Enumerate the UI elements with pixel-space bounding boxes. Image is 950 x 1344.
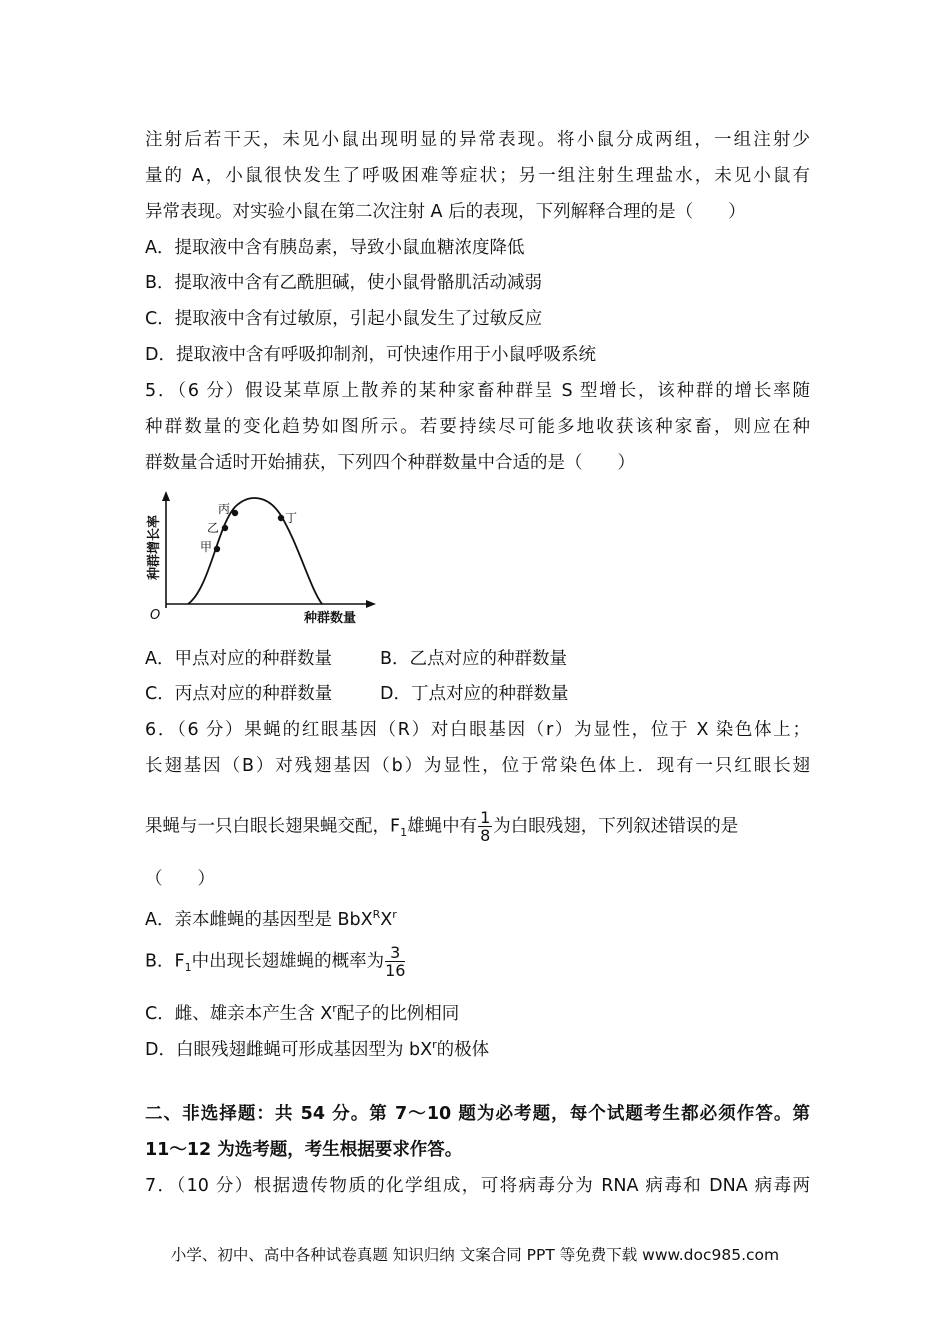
q4-line3: 异常表现。对实验小鼠在第二次注射 A 后的表现，下列解释合理的是（ ） <box>145 202 746 222</box>
q6-line3: 果蝇与一只白眼长翅果蝇交配，$F_1$雄蝇中有 $\frac{1}{8}$ 为白眼残翅，下列叙述错误的是 <box>145 808 739 845</box>
origin-label: O <box>150 608 161 623</box>
q6-option-c: C．雌、雄亲本产生含 $X^r$配子的比例相同 <box>145 1002 460 1024</box>
y-axis-label: 种群增长率 <box>147 514 162 580</box>
section2-heading-line1: 二、非选择题：共 54 分。第 7～10 题为必考题，每个试题考生都必须作答。第 <box>145 1104 810 1124</box>
point-bing <box>232 510 238 516</box>
fraction-one-eighth: $\frac{1}{8}$ <box>480 808 491 845</box>
q5-line3: 群数量合适时开始捕获，下列四个种群数量中合适的是（ ） <box>145 453 635 473</box>
x-axis-label: 种群数量 <box>304 611 357 626</box>
point-yi <box>222 525 228 531</box>
fraction-three-sixteenths: $\frac{3}{16}$ <box>385 943 406 980</box>
label-yi: 乙 <box>207 521 220 535</box>
q5-option-d: D．丁点对应的种群数量 <box>380 684 569 704</box>
q6-option-a: A．亲本雌蝇的基因型是 $BbX^RX^r$ <box>145 908 397 930</box>
q6-option-b: B．$F_1$中出现长翅雄蝇的概率为 $\frac{3}{16}$ <box>145 943 406 980</box>
growth-rate-figure <box>140 488 385 628</box>
label-jia: 甲 <box>200 540 213 554</box>
point-jia <box>214 546 220 552</box>
q4-line1: 注射后若干天，未见小鼠出现明显的异常表现。将小鼠分成两组，一组注射少 <box>145 130 810 150</box>
q6-line1: 6．（6 分）果蝇的红眼基因（R）对白眼基因（r）为显性，位于 X 染色体上； <box>145 720 810 740</box>
q4-option-b: B．提取液中含有乙酰胆碱，使小鼠骨骼肌活动减弱 <box>145 273 543 293</box>
q6-option-d: D．白眼残翅雌蝇可形成基因型为 $bX^r$的极体 <box>145 1038 490 1060</box>
q5-option-a: A．甲点对应的种群数量 <box>145 649 332 669</box>
q5-line2: 种群数量的变化趋势如图所示。若要持续尽可能多地收获该种家畜，则应在种 <box>145 417 810 437</box>
q4-line2: 量的 A，小鼠很快发生了呼吸困难等症状；另一组注射生理盐水，未见小鼠有 <box>145 166 810 186</box>
section2-heading-line2: 11～12 为选考题，考生根据要求作答。 <box>145 1140 463 1160</box>
label-ding: 丁 <box>285 511 298 525</box>
q5-option-b: B．乙点对应的种群数量 <box>380 649 568 669</box>
q6-line4: （ ） <box>145 869 215 889</box>
point-ding <box>278 515 284 521</box>
q5-option-c: C．丙点对应的种群数量 <box>145 684 333 704</box>
q4-option-d: D．提取液中含有呼吸抑制剂，可快速作用于小鼠呼吸系统 <box>145 345 596 365</box>
q4-option-a: A．提取液中含有胰岛素，导致小鼠血糖浓度降低 <box>145 238 525 258</box>
q4-option-c: C．提取液中含有过敏原，引起小鼠发生了过敏反应 <box>145 309 543 329</box>
label-bing: 丙 <box>218 502 231 516</box>
q5-line1: 5．（6 分）假设某草原上散养的某种家畜种群呈 S 型增长，该种群的增长率随 <box>145 381 810 401</box>
q6-line2: 长翅基因（B）对残翅基因（b）为显性，位于常染色体上．现有一只红眼长翅 <box>145 756 810 776</box>
page-footer: 小学、初中、高中各种试卷真题 知识归纳 文案合同 PPT 等免费下载 www.doc985.com <box>170 1246 780 1264</box>
q7-line1: 7．（10 分）根据遗传物质的化学组成，可将病毒分为 RNA 病毒和 DNA 病毒两 <box>145 1176 810 1196</box>
